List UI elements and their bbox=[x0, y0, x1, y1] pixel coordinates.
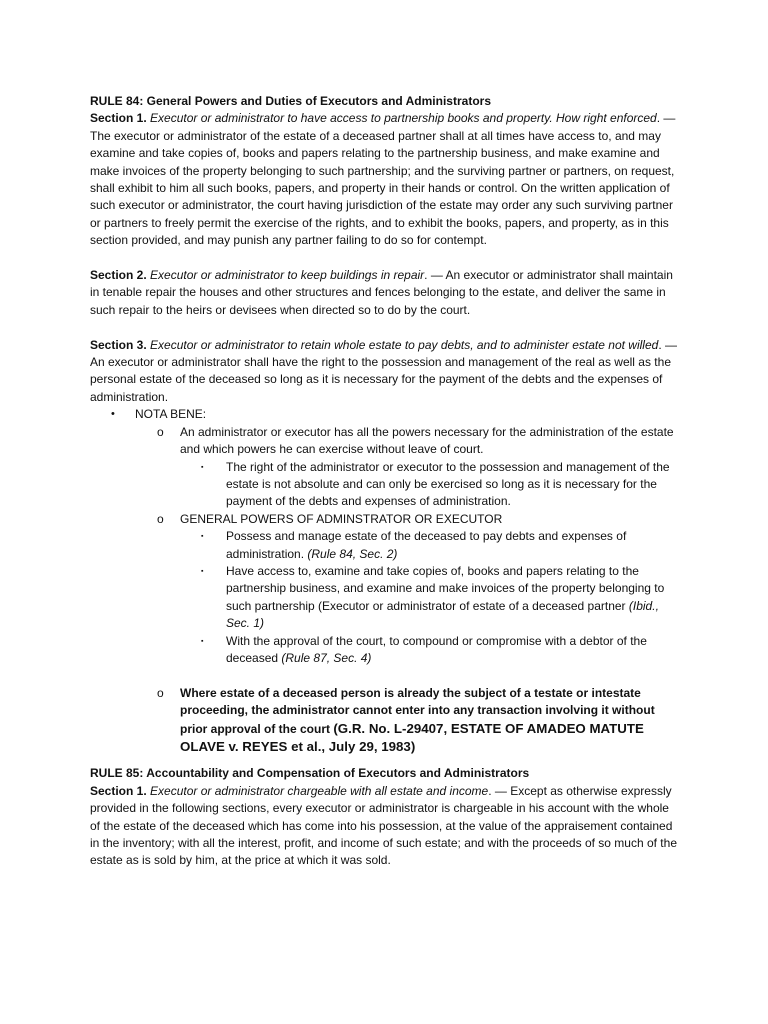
note-text: An administrator or executor has all the powers necessary for the administration of the estate and which powers he can exercise without leave of court. bbox=[180, 424, 674, 457]
section-text: . — An executor or administrator shall have the right to the possession and management of the real as well as the personal estate of the deceased so long as it is necessary for the payment of the debts and the expenses of administration. bbox=[90, 337, 677, 404]
note-citation: (Rule 84, Sec. 2) bbox=[307, 546, 398, 561]
section-heading: Executor or administrator to retain whole estate to pay debts, and to administer estate not willed bbox=[150, 337, 659, 352]
section-text: . — An executor or administrator shall maintain in tenable repair the houses and other structures and fences belonging to the estate, and deliver the same in such repair to the heirs or devisees when directed so to do by the court. bbox=[90, 268, 673, 317]
note-subitem-possess-manage bbox=[90, 528, 680, 563]
note-item-powers bbox=[90, 424, 680, 459]
square-bullet-icon: ▪ bbox=[201, 637, 204, 645]
circle-bullet-icon: o bbox=[157, 685, 164, 700]
square-bullet-icon: ▪ bbox=[201, 463, 204, 471]
circle-bullet-icon: o bbox=[157, 424, 164, 439]
rule85-section1 bbox=[90, 783, 680, 870]
note-subitem-possession bbox=[90, 459, 680, 511]
case-citation: (G.R. No. L-29407, ESTATE OF AMADEO MATUTE OLAVE v. REYES et al., July 29, 1983) bbox=[180, 720, 644, 754]
section-text: . — The executor or administrator of the estate of a deceased partner shall at all times have access to, and may examine and take copies of, books and papers relating to the partnership business, and make examine and make invoices of the property belonging to such partnership; and the surviving partner or partners, on request, shall exhibit to him all such books, papers, and property in their hands or control. On the written application of such executor or administrator, the court having jurisdiction of the estate may order any such surviving partner or partners to freely permit the exercise of the rights, and to exhibit the books, papers, and property, as in this section provided, and may punish any partner failing to do so for contempt. bbox=[90, 111, 676, 248]
blank-line bbox=[90, 667, 680, 684]
note-text: Where estate of a deceased person is already the subject of a testate or intestate proceeding, the administrator cannot enter into any transaction involving it without prior approval of the court bbox=[180, 685, 655, 736]
nota-bene-label: NOTA BENE: bbox=[135, 407, 207, 422]
section-heading: Executor or administrator chargeable with all estate and income bbox=[150, 783, 489, 798]
note-citation: (Rule 87, Sec. 4) bbox=[281, 650, 372, 665]
square-bullet-icon: ▪ bbox=[201, 533, 204, 541]
nota-bene-item bbox=[90, 406, 680, 423]
section-heading: Executor or administrator to have access to partnership books and property. How right enforced bbox=[150, 111, 657, 126]
rule84-section2 bbox=[90, 267, 680, 319]
bullet-icon: • bbox=[111, 408, 115, 421]
section-label: Section 2. bbox=[90, 268, 147, 283]
section-label: Section 3. bbox=[90, 337, 147, 352]
note-subitem-access-books bbox=[90, 563, 680, 633]
document-page bbox=[90, 93, 680, 870]
section-label: Section 1. bbox=[90, 111, 147, 126]
note-text: The right of the administrator or executor to the possession and management of the estate is not absolute and can only be exercised so long as it is necessary for the payment of the debts and expenses of administration. bbox=[226, 459, 670, 509]
circle-bullet-icon: o bbox=[157, 511, 164, 526]
note-text: GENERAL POWERS OF ADMINSTRATOR OR EXECUTOR bbox=[180, 511, 503, 526]
note-item-prior-approval bbox=[90, 685, 680, 757]
rule85-title: RULE 85: Accountability and Compensation of Executors and Administrators bbox=[90, 766, 530, 781]
note-text: Possess and manage estate of the deceased to pay debts and expenses of administration. bbox=[226, 529, 627, 561]
section-label: Section 1. bbox=[90, 783, 147, 798]
note-text: Have access to, examine and take copies of, books and papers relating to the partnership business, and examine and make invoices of the property belonging to such partnership (Executor or administrator of estate of a deceased partner bbox=[226, 563, 665, 613]
rule84-section3 bbox=[90, 337, 680, 407]
note-text: With the approval of the court, to compound or compromise with a debtor of the deceased bbox=[226, 633, 647, 665]
rule84-section1 bbox=[90, 110, 680, 249]
section-heading: Executor or administrator to keep buildings in repair bbox=[150, 268, 425, 283]
section-text: . — Except as otherwise expressly provided in the following sections, every executor or administrator is chargeable in his account with the whole of the estate of the deceased which has come into his possession, at the value of the appraisement contained in the inventory; with all the interest, profit, and income of such estate; and with the proceeds of so much of the estate as is sold by him, at the price at which it was sold. bbox=[90, 783, 677, 868]
rule84-title: RULE 84: General Powers and Duties of Executors and Administrators bbox=[90, 94, 491, 108]
square-bullet-icon: ▪ bbox=[201, 567, 204, 575]
note-item-general-powers bbox=[90, 511, 680, 528]
note-citation: (Ibid., Sec. 1) bbox=[226, 598, 659, 631]
note-subitem-compromise bbox=[90, 633, 680, 668]
